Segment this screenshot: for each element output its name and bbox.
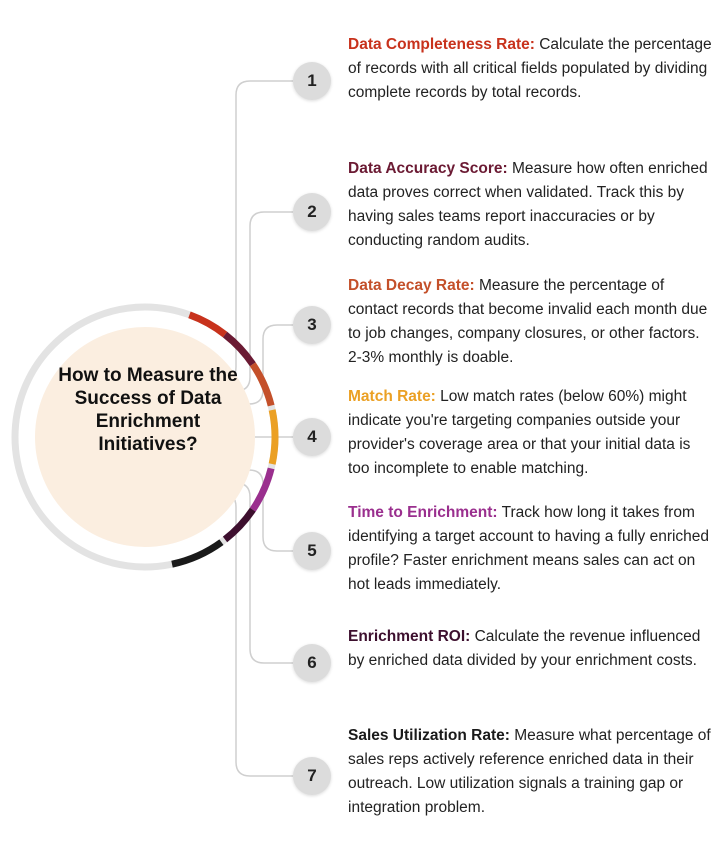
hub-arc-2	[225, 335, 253, 365]
metric-description: Measure how often enriched data proves correct when validated. Track this by having sales teams report inaccuracies or by conducting random audits.	[348, 160, 708, 249]
metric-item-2	[348, 157, 716, 253]
number-badge-7: 7	[293, 757, 331, 795]
metric-title: Match Rate:	[348, 388, 436, 405]
connector-line-1	[192, 81, 293, 381]
number-badge-3: 3	[293, 306, 331, 344]
number-badge-1: 1	[293, 62, 331, 100]
metric-item-5	[348, 501, 716, 597]
metric-item-3	[348, 274, 716, 370]
metric-title: Sales Utilization Rate:	[348, 727, 510, 744]
metric-description: Measure what percentage of sales reps actively reference enriched data in their outreach. Low utilization signals a training gap or integration problem.	[348, 727, 711, 816]
metric-title: Time to Enrichment:	[348, 504, 498, 521]
number-badge-6: 6	[293, 644, 331, 682]
metric-description: Calculate the percentage of records with all critical fields populated by dividing complete records by total records.	[348, 36, 712, 101]
metric-item-7	[348, 724, 716, 820]
metric-description: Measure the percentage of contact records that become invalid each month due to job changes, company closures, or other factors. 2-3% monthly is doable.	[348, 277, 708, 366]
hub-arc-7	[172, 542, 221, 564]
hub-title: How to Measure the Success of Data Enrichment Initiatives?	[58, 365, 238, 455]
connector-line-7	[192, 493, 293, 776]
hub-arc-1	[189, 315, 225, 335]
hub-arc-4	[272, 410, 275, 464]
metric-title: Data Accuracy Score:	[348, 160, 508, 177]
hub-arc-5	[253, 468, 271, 509]
metric-item-6	[348, 625, 716, 673]
metric-item-1	[348, 33, 716, 105]
metric-title: Data Completeness Rate:	[348, 36, 535, 53]
number-badge-4: 4	[293, 418, 331, 456]
hub-arc-6	[225, 510, 253, 540]
metric-item-4	[348, 385, 716, 481]
hub-arc-3	[253, 364, 271, 405]
number-badge-5: 5	[293, 532, 331, 570]
metric-title: Enrichment ROI:	[348, 628, 471, 645]
metric-title: Data Decay Rate:	[348, 277, 475, 294]
metric-description: Track how long it takes from identifying a target account to having a fully enriched profile? Faster enrichment means sales can act on hot leads immediately.	[348, 504, 710, 593]
metric-description: Calculate the revenue influenced by enriched data divided by your enrichment costs.	[348, 628, 701, 669]
metric-description: Low match rates (below 60%) might indicate you're targeting companies outside your provider's coverage area or that your initial data is too incomplete to enable matching.	[348, 388, 691, 477]
number-badge-2: 2	[293, 193, 331, 231]
